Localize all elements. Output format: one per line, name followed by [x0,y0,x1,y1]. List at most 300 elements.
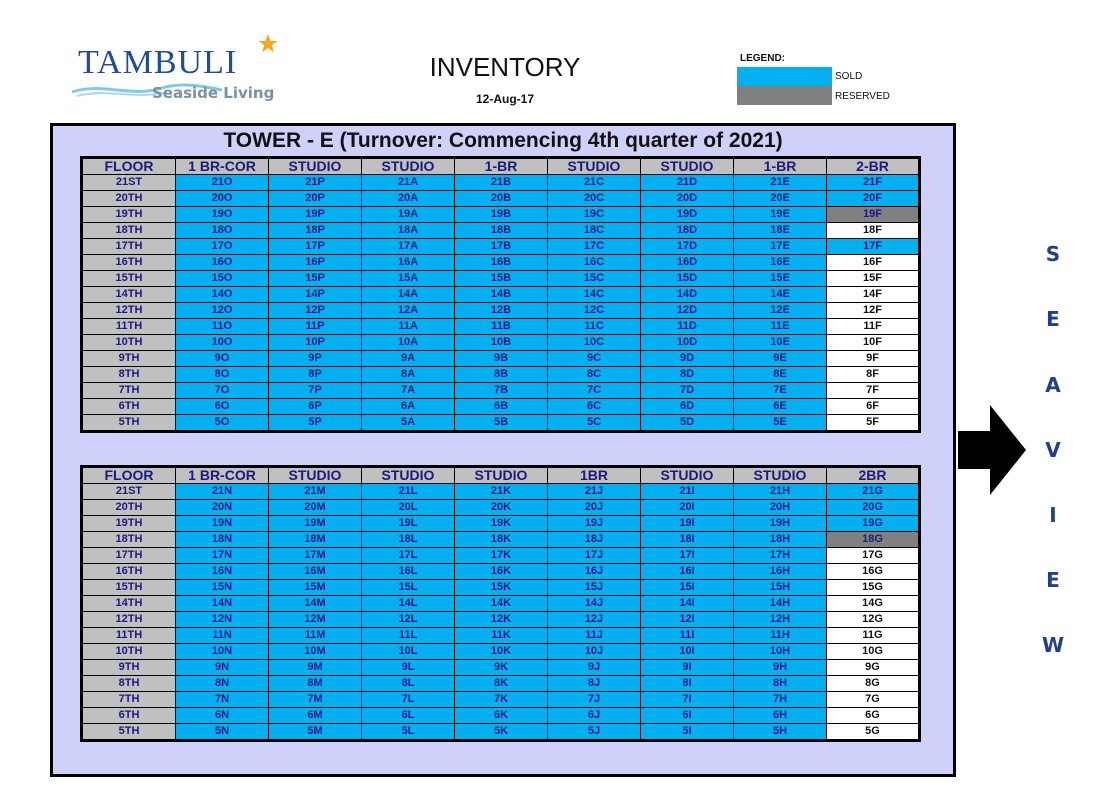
unit-cell: 19O [176,207,269,223]
unit-cell: 11G [827,628,920,644]
column-header: STUDIO [362,158,455,175]
unit-cell: 7J [548,692,641,708]
unit-cell: 15C [548,271,641,287]
table-row [82,383,920,399]
unit-cell: 8K [455,676,548,692]
floor-cell: 8TH [82,676,176,692]
unit-cell: 9K [455,660,548,676]
unit-cell: 21J [548,484,641,500]
unit-cell: 17H [734,548,827,564]
unit-cell: 18N [176,532,269,548]
unit-cell: 19C [548,207,641,223]
unit-cell: 10A [362,335,455,351]
unit-cell: 6O [176,399,269,415]
table-row [82,175,920,191]
unit-cell: 11H [734,628,827,644]
column-header: 1-BR [455,158,548,175]
unit-cell: 19G [827,516,920,532]
unit-cell: 7I [641,692,734,708]
unit-cell: 8M [269,676,362,692]
unit-cell: 17F [827,239,920,255]
unit-cell: 6J [548,708,641,724]
unit-cell: 17C [548,239,641,255]
unit-cell: 19H [734,516,827,532]
unit-cell: 9M [269,660,362,676]
unit-cell: 19L [362,516,455,532]
unit-cell: 20L [362,500,455,516]
unit-cell: 6E [734,399,827,415]
unit-cell: 6N [176,708,269,724]
unit-cell: 18B [455,223,548,239]
unit-cell: 21I [641,484,734,500]
unit-cell: 21N [176,484,269,500]
table-row [82,191,920,207]
unit-cell: 19B [455,207,548,223]
legend-swatch-reserved [737,86,832,105]
unit-cell: 9C [548,351,641,367]
unit-cell: 17O [176,239,269,255]
unit-cell: 16H [734,564,827,580]
table-row [82,255,920,271]
floor-cell: 11TH [82,319,176,335]
unit-cell: 18J [548,532,641,548]
unit-cell: 8D [641,367,734,383]
unit-cell: 11F [827,319,920,335]
unit-cell: 9A [362,351,455,367]
column-header: STUDIO [269,467,362,484]
sea-view-letter: A [1045,373,1061,397]
floor-cell: 17TH [82,548,176,564]
unit-cell: 8A [362,367,455,383]
unit-cell: 12C [548,303,641,319]
floor-cell: 10TH [82,644,176,660]
unit-cell: 19N [176,516,269,532]
unit-cell: 20C [548,191,641,207]
unit-cell: 5F [827,415,920,432]
unit-cell: 16N [176,564,269,580]
unit-cell: 19I [641,516,734,532]
unit-cell: 16E [734,255,827,271]
unit-cell: 5N [176,724,269,741]
column-header: 2BR [827,467,920,484]
unit-cell: 5G [827,724,920,741]
unit-cell: 21F [827,175,920,191]
inventory-table-lower [80,465,921,742]
unit-cell: 21O [176,175,269,191]
unit-cell: 14G [827,596,920,612]
unit-cell: 9N [176,660,269,676]
unit-cell: 15D [641,271,734,287]
column-header: STUDIO [641,467,734,484]
unit-cell: 6H [734,708,827,724]
unit-cell: 5I [641,724,734,741]
unit-cell: 10B [455,335,548,351]
table-row [82,628,920,644]
unit-cell: 12M [269,612,362,628]
unit-cell: 7N [176,692,269,708]
column-header: 1BR [548,467,641,484]
floor-cell: 7TH [82,383,176,399]
unit-cell: 9F [827,351,920,367]
unit-cell: 5L [362,724,455,741]
inventory-table-upper [80,156,921,433]
table-row [82,367,920,383]
unit-cell: 16I [641,564,734,580]
unit-cell: 17G [827,548,920,564]
unit-cell: 18M [269,532,362,548]
unit-cell: 7B [455,383,548,399]
unit-cell: 14H [734,596,827,612]
unit-cell: 8H [734,676,827,692]
unit-cell: 10I [641,644,734,660]
unit-cell: 20D [641,191,734,207]
unit-cell: 10F [827,335,920,351]
unit-cell: 14I [641,596,734,612]
unit-cell: 20E [734,191,827,207]
unit-cell: 6G [827,708,920,724]
unit-cell: 20J [548,500,641,516]
unit-cell: 5J [548,724,641,741]
unit-cell: 15P [269,271,362,287]
table-row [82,239,920,255]
floor-cell: 14TH [82,596,176,612]
column-header: STUDIO [455,467,548,484]
unit-cell: 20I [641,500,734,516]
unit-cell: 9O [176,351,269,367]
column-header: STUDIO [734,467,827,484]
star-icon [258,34,278,54]
unit-cell: 15A [362,271,455,287]
legend-swatch-sold [737,67,832,86]
column-header: 1 BR-COR [176,158,269,175]
header-row [82,158,920,175]
unit-cell: 12I [641,612,734,628]
unit-cell: 20N [176,500,269,516]
table-row [82,596,920,612]
report-date: 12-Aug-17 [475,92,534,106]
unit-cell: 16D [641,255,734,271]
unit-cell: 18F [827,223,920,239]
unit-cell: 18O [176,223,269,239]
floor-cell: 6TH [82,399,176,415]
unit-cell: 10C [548,335,641,351]
floor-cell: 11TH [82,628,176,644]
unit-cell: 12N [176,612,269,628]
floor-cell: 19TH [82,516,176,532]
unit-cell: 10H [734,644,827,660]
unit-cell: 11J [548,628,641,644]
sea-view-letter: E [1046,307,1060,331]
unit-cell: 17I [641,548,734,564]
unit-cell: 16M [269,564,362,580]
unit-cell: 19J [548,516,641,532]
unit-cell: 14J [548,596,641,612]
unit-cell: 15N [176,580,269,596]
unit-cell: 5K [455,724,548,741]
floor-cell: 18TH [82,532,176,548]
table-row [82,271,920,287]
sea-view-letter: S [1045,242,1061,266]
unit-cell: 5O [176,415,269,432]
floor-cell: 6TH [82,708,176,724]
table-row [82,223,920,239]
logo-text: TAMBULI [78,44,238,81]
legend-title: LEGEND: [740,53,785,64]
unit-cell: 10D [641,335,734,351]
unit-cell: 15E [734,271,827,287]
floor-cell: 8TH [82,367,176,383]
unit-cell: 18L [362,532,455,548]
unit-cell: 8F [827,367,920,383]
unit-cell: 11E [734,319,827,335]
column-header: STUDIO [362,467,455,484]
unit-cell: 10M [269,644,362,660]
unit-cell: 18C [548,223,641,239]
unit-cell: 11A [362,319,455,335]
unit-cell: 14E [734,287,827,303]
column-header: STUDIO [641,158,734,175]
unit-cell: 10J [548,644,641,660]
unit-cell: 14C [548,287,641,303]
sea-view-letter: W [1041,633,1065,657]
unit-cell: 7G [827,692,920,708]
unit-cell: 6D [641,399,734,415]
legend-label-sold: SOLD [835,71,863,82]
floor-cell: 21ST [82,175,176,191]
floor-cell: 16TH [82,255,176,271]
unit-cell: 8P [269,367,362,383]
floor-cell: 17TH [82,239,176,255]
floor-cell: 20TH [82,500,176,516]
unit-cell: 19A [362,207,455,223]
unit-cell: 15H [734,580,827,596]
floor-cell: 16TH [82,564,176,580]
column-header: FLOOR [82,158,176,175]
unit-cell: 10N [176,644,269,660]
column-header: 1-BR [734,158,827,175]
unit-cell: 18K [455,532,548,548]
unit-cell: 14B [455,287,548,303]
table-row [82,532,920,548]
table-row [82,548,920,564]
unit-cell: 7M [269,692,362,708]
unit-cell: 5H [734,724,827,741]
unit-cell: 17P [269,239,362,255]
unit-cell: 8B [455,367,548,383]
unit-cell: 11L [362,628,455,644]
unit-cell: 18P [269,223,362,239]
unit-cell: 19E [734,207,827,223]
floor-cell: 9TH [82,351,176,367]
unit-cell: 6A [362,399,455,415]
unit-cell: 7A [362,383,455,399]
unit-cell: 15B [455,271,548,287]
table-row [82,335,920,351]
unit-cell: 9G [827,660,920,676]
table-row [82,724,920,741]
unit-cell: 16C [548,255,641,271]
unit-cell: 21C [548,175,641,191]
unit-cell: 12D [641,303,734,319]
unit-cell: 14O [176,287,269,303]
unit-cell: 9D [641,351,734,367]
unit-cell: 18H [734,532,827,548]
unit-cell: 17A [362,239,455,255]
floor-cell: 19TH [82,207,176,223]
unit-cell: 8J [548,676,641,692]
unit-cell: 15K [455,580,548,596]
unit-cell: 5D [641,415,734,432]
tower-panel [50,123,956,777]
table-row [82,207,920,223]
column-header: 2-BR [827,158,920,175]
floor-cell: 15TH [82,271,176,287]
unit-cell: 9I [641,660,734,676]
unit-cell: 14A [362,287,455,303]
unit-cell: 21A [362,175,455,191]
unit-cell: 21E [734,175,827,191]
unit-cell: 14K [455,596,548,612]
unit-cell: 7H [734,692,827,708]
unit-cell: 12G [827,612,920,628]
floor-cell: 14TH [82,287,176,303]
unit-cell: 21G [827,484,920,500]
unit-cell: 21B [455,175,548,191]
unit-cell: 21K [455,484,548,500]
table-row [82,415,920,432]
unit-cell: 7D [641,383,734,399]
unit-cell: 19K [455,516,548,532]
unit-cell: 20O [176,191,269,207]
floor-cell: 5TH [82,724,176,741]
unit-cell: 19M [269,516,362,532]
unit-cell: 6P [269,399,362,415]
unit-cell: 18A [362,223,455,239]
sea-view-letter: I [1049,503,1057,527]
unit-cell: 5P [269,415,362,432]
unit-cell: 12A [362,303,455,319]
table-row [82,516,920,532]
unit-cell: 15F [827,271,920,287]
unit-cell: 6C [548,399,641,415]
unit-cell: 12E [734,303,827,319]
unit-cell: 17K [455,548,548,564]
unit-cell: 7E [734,383,827,399]
table-row [82,287,920,303]
unit-cell: 6M [269,708,362,724]
unit-cell: 16A [362,255,455,271]
column-header: FLOOR [82,467,176,484]
unit-cell: 18I [641,532,734,548]
unit-cell: 18D [641,223,734,239]
table-row [82,351,920,367]
unit-cell: 7P [269,383,362,399]
page-title: INVENTORY [429,52,581,82]
unit-cell: 12O [176,303,269,319]
unit-cell: 16J [548,564,641,580]
table-row [82,676,920,692]
unit-cell: 12K [455,612,548,628]
unit-cell: 8C [548,367,641,383]
column-header: 1 BR-COR [176,467,269,484]
table-row [82,644,920,660]
floor-cell: 15TH [82,580,176,596]
unit-cell: 8N [176,676,269,692]
unit-cell: 11D [641,319,734,335]
floor-cell: 18TH [82,223,176,239]
floor-cell: 20TH [82,191,176,207]
unit-cell: 9E [734,351,827,367]
column-header: STUDIO [269,158,362,175]
table-row [82,484,920,500]
unit-cell: 9P [269,351,362,367]
unit-cell: 7L [362,692,455,708]
unit-cell: 14P [269,287,362,303]
unit-cell: 20P [269,191,362,207]
unit-cell: 12L [362,612,455,628]
unit-cell: 6I [641,708,734,724]
header-row [82,467,920,484]
arrow-right-icon [958,405,1026,495]
tambuli-logo [72,34,287,104]
unit-cell: 16B [455,255,548,271]
unit-cell: 11P [269,319,362,335]
logo-tagline: Seaside Living [152,84,275,102]
unit-cell: 11C [548,319,641,335]
unit-cell: 15J [548,580,641,596]
table-row [82,612,920,628]
unit-cell: 6B [455,399,548,415]
unit-cell: 9H [734,660,827,676]
unit-cell: 20G [827,500,920,516]
unit-cell: 5B [455,415,548,432]
unit-cell: 11M [269,628,362,644]
unit-cell: 21M [269,484,362,500]
unit-cell: 16P [269,255,362,271]
unit-cell: 20A [362,191,455,207]
unit-cell: 6K [455,708,548,724]
unit-cell: 17D [641,239,734,255]
unit-cell: 7K [455,692,548,708]
unit-cell: 17B [455,239,548,255]
unit-cell: 19F [827,207,920,223]
unit-cell: 11N [176,628,269,644]
unit-cell: 15M [269,580,362,596]
unit-cell: 14D [641,287,734,303]
unit-cell: 21L [362,484,455,500]
unit-cell: 16L [362,564,455,580]
unit-cell: 5C [548,415,641,432]
unit-cell: 17L [362,548,455,564]
floor-cell: 7TH [82,692,176,708]
unit-cell: 17N [176,548,269,564]
unit-cell: 14F [827,287,920,303]
unit-cell: 10L [362,644,455,660]
table-row [82,692,920,708]
unit-cell: 20M [269,500,362,516]
table-row [82,564,920,580]
unit-cell: 12P [269,303,362,319]
unit-cell: 9L [362,660,455,676]
unit-cell: 8L [362,676,455,692]
unit-cell: 8I [641,676,734,692]
unit-cell: 9B [455,351,548,367]
floor-cell: 12TH [82,612,176,628]
unit-cell: 21P [269,175,362,191]
table-row [82,580,920,596]
unit-cell: 16O [176,255,269,271]
table-row [82,399,920,415]
